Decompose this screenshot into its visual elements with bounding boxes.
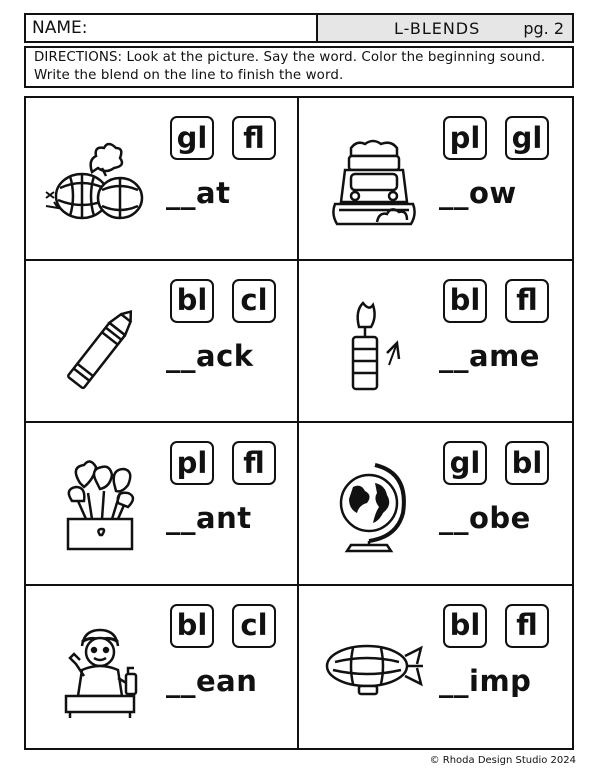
word-blank[interactable]: __ow [439, 176, 517, 210]
word-blank[interactable]: __at [166, 176, 231, 210]
choice-option[interactable]: cl [232, 279, 276, 323]
exercise-cell [299, 423, 572, 586]
exercise-cell [299, 586, 572, 749]
word-blank[interactable]: __imp [439, 663, 532, 698]
choice-option[interactable]: bl [443, 604, 487, 648]
snow-plow-icon [313, 118, 433, 238]
choice-group [170, 279, 276, 323]
choice-option[interactable]: gl [505, 116, 549, 160]
blimp-icon [313, 606, 433, 726]
choice-option[interactable]: pl [170, 441, 214, 485]
plant-pot-icon [40, 443, 160, 563]
exercise-cell [299, 98, 572, 261]
crayon-icon [40, 281, 160, 401]
exercise-grid [24, 96, 574, 750]
choice-group [443, 441, 549, 485]
choice-option[interactable]: bl [170, 279, 214, 323]
title-box [318, 15, 572, 41]
choice-group [170, 116, 276, 160]
word-blank[interactable]: __ant [166, 501, 252, 535]
choice-option[interactable]: fl [232, 116, 276, 160]
choice-group [443, 604, 549, 648]
choice-option[interactable]: bl [505, 441, 549, 485]
choice-option[interactable]: gl [443, 441, 487, 485]
worksheet-title: L-BLENDS [394, 18, 481, 38]
exercise-cell [26, 98, 299, 261]
choice-option[interactable]: fl [232, 441, 276, 485]
name-field[interactable] [26, 15, 318, 41]
firecracker-flame-icon [313, 281, 433, 401]
name-label: NAME: [32, 18, 88, 38]
choice-option[interactable]: fl [505, 279, 549, 323]
choice-group [170, 441, 276, 485]
choice-group [443, 279, 549, 323]
choice-group [443, 116, 549, 160]
choice-option[interactable]: pl [443, 116, 487, 160]
exercise-cell [26, 586, 299, 749]
word-blank[interactable]: __ack [166, 338, 254, 373]
choice-option[interactable]: cl [232, 604, 276, 648]
page-number: pg. 2 [523, 18, 564, 38]
word-blank[interactable]: __ean [166, 663, 258, 698]
word-blank[interactable]: __obe [439, 501, 531, 535]
choice-option[interactable]: gl [170, 116, 214, 160]
choice-option[interactable]: bl [170, 604, 214, 648]
child-cleaning-icon [40, 606, 160, 726]
copyright-footer: © Rhoda Design Studio 2024 [429, 755, 576, 766]
exercise-cell [26, 261, 299, 424]
directions-text: DIRECTIONS: Look at the picture. Say the word. Color the beginning sound. Write the blend on the line to finish the word. [24, 46, 574, 88]
header-bar [24, 13, 574, 43]
exercise-cell [26, 423, 299, 586]
choice-option[interactable]: bl [443, 279, 487, 323]
choice-option[interactable]: fl [505, 604, 549, 648]
exercise-cell [299, 261, 572, 424]
word-blank[interactable]: __ame [439, 338, 540, 373]
globe-icon [313, 443, 433, 563]
choice-group [170, 604, 276, 648]
flat-tire-icon [40, 118, 160, 238]
